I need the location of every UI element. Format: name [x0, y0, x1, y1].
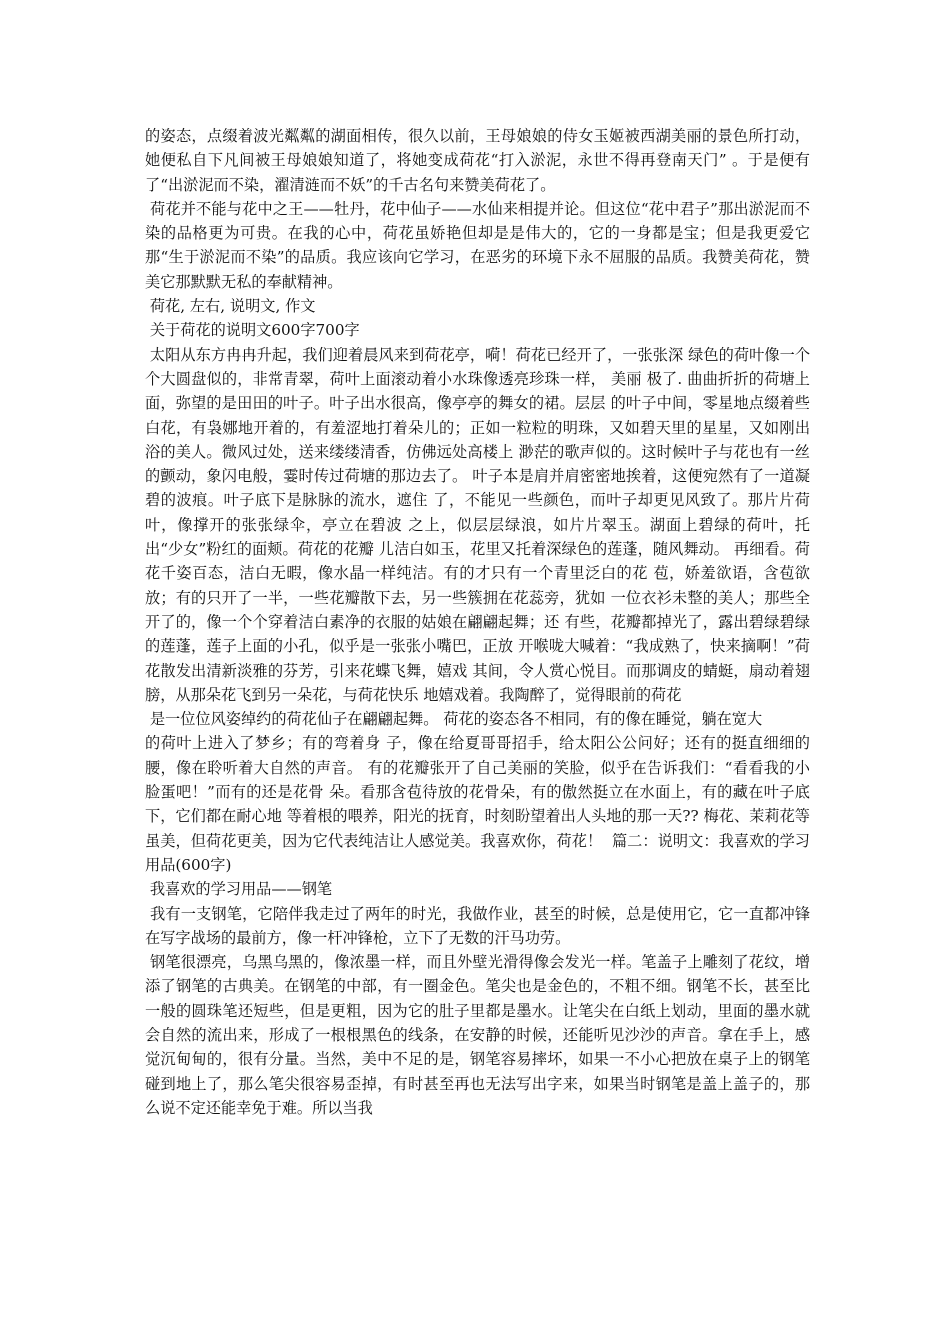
paragraph-pen-description: 钢笔很漂亮，乌黑乌黑的，像浓墨一样，而且外壁光滑得像会发光一样。笔盖子上雕刻了花纹，增添了钢笔的古典美。在钢笔的中部，有一圈金色。笔尖也是金色的，不粗不细。钢笔不长，甚至比一般的圆珠笔还短些，但是更粗，因为它的肚子里都是墨水。让笔尖在白纸上划动，里面的墨水就会自然的流出来，形成了一根根黑色的线条，在安静的时候，还能听见沙沙的声音。拿在手上，感觉沉甸甸的，很有分量。当然，美中不足的是，钢笔容易摔坏，如果一不小心把放在桌子上的钢笔碰到地上了，那么笔尖很容易歪掉，有时甚至再也无法写出字来，如果当时钢笔是盖上盖子的，那么说不定还能幸免于难。所以当我 — [145, 953, 811, 1117]
document-body — [145, 124, 810, 1120]
section-title-pen: 我喜欢的学习用品——钢笔 — [145, 880, 333, 899]
paragraph-pen-intro: 我有一支钢笔，它陪伴我走过了两年的时光，我做作业，甚至的时候，总是使用它，它一直都冲锋在写字战场的最前方，像一杆冲锋枪，立下了无数的汗马功劳。 — [145, 904, 811, 947]
paragraph-lotus-postures: 的荷叶上进入了梦乡；有的弯着身 子，像在给夏哥哥招手，给太阳公公问好；还有的挺直细细的腰，像在聆听着大自然的声音。 有的花瓣张开了自己美丽的笑脸，似乎在告诉我们：“看看我的小脸蛋吧！”而有的还是花骨 朵。看那含苞待放的花骨朵，有的傲然挺立在水面上，有的藏在叶子底下，它们都在耐心地 等着根的喂养，阳光的抚育，时刻盼望着出人头地的那一天?? 梅花、茉莉花等虽美，但荷花更美，因为它代表纯洁让人感觉美。我喜欢你，荷花！ 篇二：说明文：我喜欢的学习用品(600字) — [145, 734, 810, 874]
paragraph-lotus-description: 太阳从东方冉冉升起，我们迎着晨风来到荷花亭，嗬！荷花已经开了，一张张深 绿色的荷叶像一个个大圆盘似的，非常青翠，荷叶上面滚动着小水珠像透亮珍珠一样， 美丽 极了. 曲曲折折的荷塘上面，弥望的是田田的叶子。叶子出水很高，像亭亭的舞女的裙。层层 的叶子中间，零星地点缀着些白花，有袅娜地开着的，有羞涩地打着朵儿的；正如一粒粒的明珠，又如碧天里的星星，又如刚出浴的美人。微风过处，送来缕缕清香，仿佛远处高楼上 渺茫的歌声似的。这时候叶子与花也有一丝的颤动，象闪电般，霎时传过荷塘的那边去了。 叶子本是肩并肩密密地挨着，这便宛然有了一道凝碧的波痕。叶子底下是脉脉的流水，遮住 了，不能见一些颜色，而叶子却更见风致了。那片片荷叶，像撑开的张张绿伞，亭立在碧波 之上，似层层绿浪，如片片翠玉。湖面上碧绿的荷叶，托出“少女”粉红的面颊。荷花的花瓣 儿洁白如玉，花里又托着深绿色的莲蓬，随风舞动。 再细看。荷花千姿百态，洁白无暇，像水晶一样纯洁。有的才只有一个青里泛白的花 苞，娇羞欲语，含苞欲放；有的只开了一半，一些花瓣散下去，另一些簇拥在花蕊旁，犹如 一位衣衫未整的美人；那些全开了的，像一个个穿着洁白素净的衣服的姑娘在翩翩起舞；还 有些，花瓣都掉光了，露出碧绿碧绿的莲蓬，莲子上面的小孔，似乎是一张张小嘴巴，正放 开喉咙大喊着：“我成熟了，快来摘啊！”荷花散发出清新淡雅的芬芳，引来花蝶飞舞，嬉戏 其间，令人赏心悦目。而那调皮的蜻蜓，扇动着翅膀，从那朵花飞到另一朵花，与荷花快乐 地嬉戏着。我陶醉了，觉得眼前的荷花 — [145, 345, 811, 704]
paragraph-lotus-fairy: 是一位位风姿绰约的荷花仙子在翩翩起舞。 荷花的姿态各不相同，有的像在睡觉，躺在宽大 — [145, 710, 763, 729]
section-title-lotus: 关于荷花的说明文600字700字 — [145, 321, 360, 340]
paragraph-lotus-virtue: 荷花并不能与花中之王——牡丹，花中仙子——水仙来相提并论。但这位“花中君子”那出淤泥而不染的品格更为可贵。在我的心中，荷花虽娇艳但却是是伟大的，它的一身都是宝；但是我更爱它那“生于淤泥而不染”的品质。我应该向它学习，在恶劣的环境下永不屈服的品质。我赞美荷花，赞美它那默默无私的奉献精神。 — [145, 199, 811, 291]
paragraph-legend-intro: 的姿态，点缀着波光粼粼的湖面相传，很久以前，王母娘娘的侍女玉姬被西湖美丽的景色所打动，她便私自下凡间被王母娘娘知道了，将她变成荷花“打入淤泥，永世不得再登南天门” 。于是便有了“出淤泥而不染，濯清涟而不妖”的千古名句来赞美荷花了。 — [145, 127, 810, 194]
paragraph-tags: 荷花, 左右, 说明文, 作文 — [145, 297, 316, 316]
